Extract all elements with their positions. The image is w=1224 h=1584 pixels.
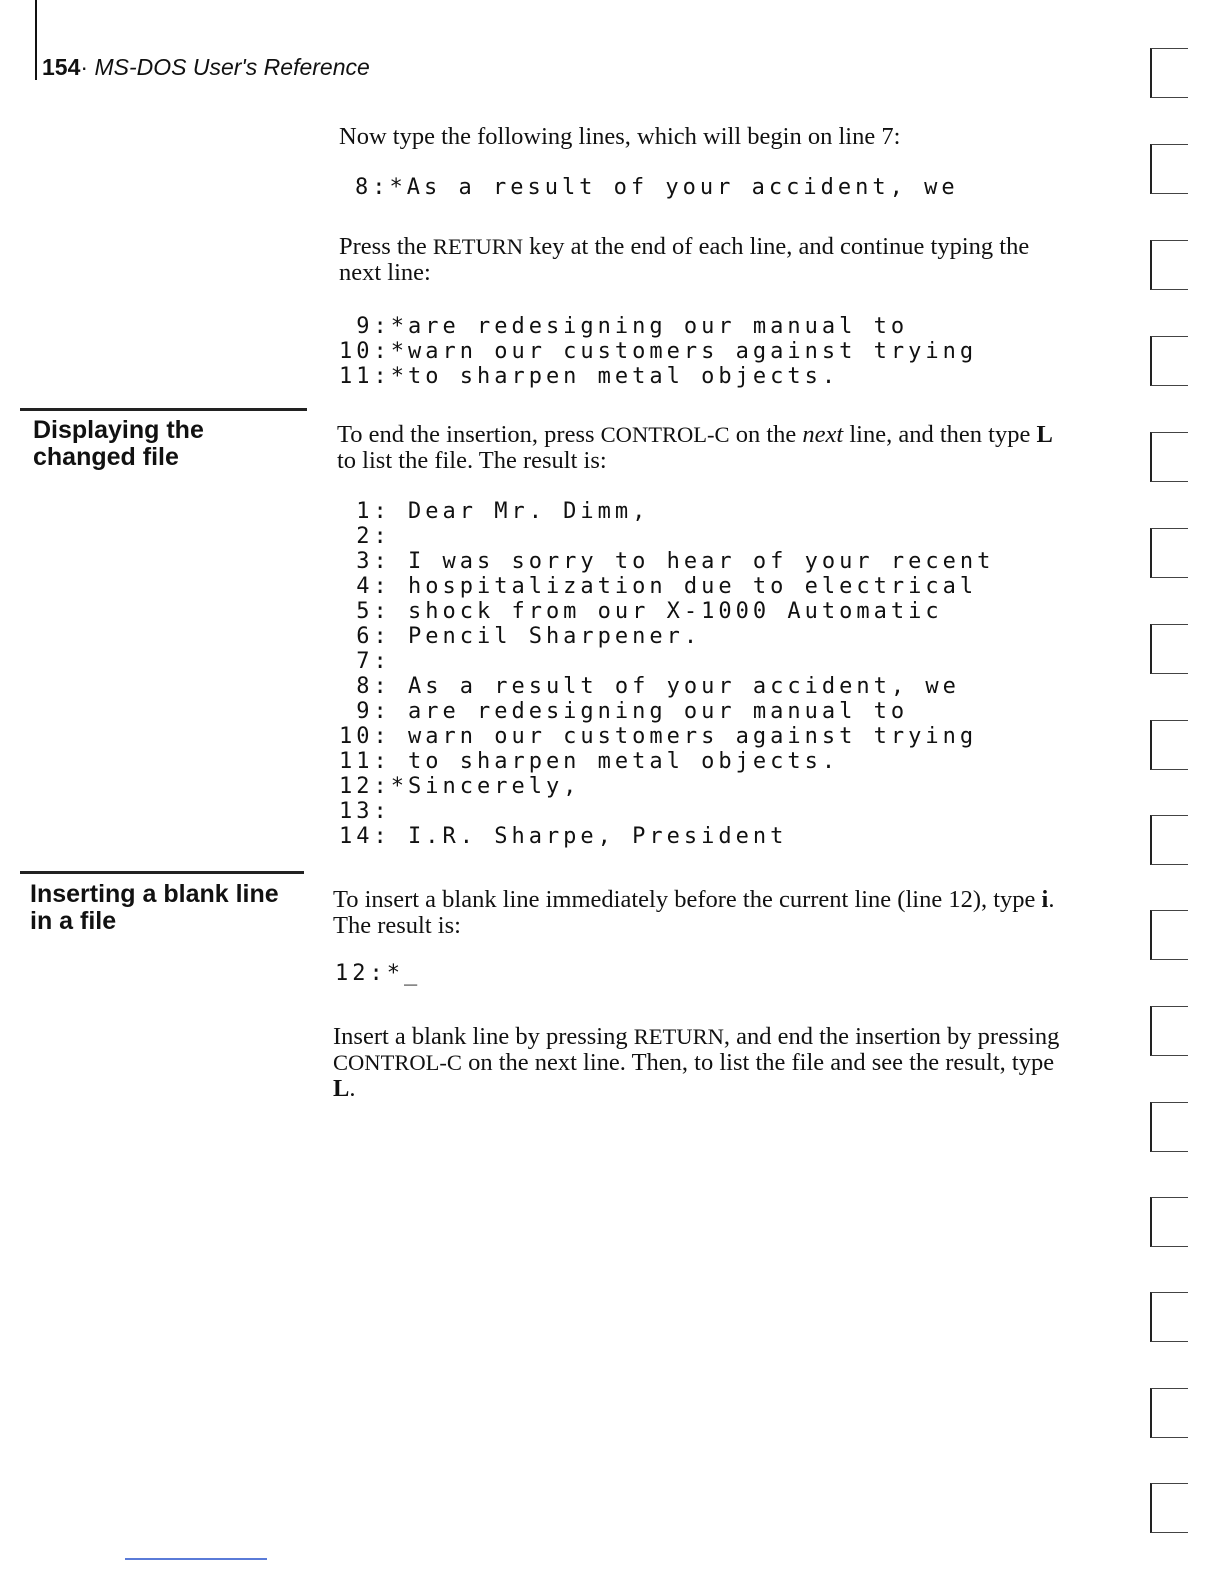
text-span: To end the insertion, press bbox=[337, 421, 601, 448]
section-rule bbox=[20, 408, 307, 411]
text-span: . bbox=[349, 1075, 356, 1102]
thumb-index-tab bbox=[1150, 48, 1188, 98]
thumb-index-tab bbox=[1150, 720, 1188, 770]
code-line-12: 12:*_ bbox=[335, 961, 422, 986]
thumb-index-tab bbox=[1150, 240, 1188, 290]
listing-line: 11: to sharpen metal objects. bbox=[339, 749, 840, 774]
section-rule bbox=[20, 871, 304, 874]
code-block-insert bbox=[339, 314, 977, 389]
text-span: on the next line. Then, to list the file and see the result, type bbox=[461, 1049, 1055, 1076]
listing-line: 7: bbox=[339, 649, 391, 674]
thumb-index-tab bbox=[1150, 1388, 1188, 1438]
return-key-name: RETURN bbox=[432, 234, 524, 259]
heading-line: Displaying the bbox=[33, 416, 204, 444]
listing-line: 8: As a result of your accident, we bbox=[339, 674, 960, 699]
text-span: key at the end of each line, and continue typing the next line: bbox=[339, 233, 1030, 286]
page-margin-rule bbox=[35, 0, 37, 80]
command-letter: i bbox=[1041, 886, 1049, 913]
text-span: , and end the insertion by pressing bbox=[723, 1023, 1060, 1050]
thumb-index-tab bbox=[1150, 528, 1188, 578]
heading-line: changed file bbox=[33, 443, 179, 471]
code-line: 11:*to sharpen metal objects. bbox=[339, 364, 840, 389]
return-key-name: RETURN bbox=[633, 1024, 724, 1049]
code-line: 9:*are redesigning our manual to bbox=[339, 314, 909, 339]
file-listing bbox=[339, 499, 994, 849]
text-span: Press the bbox=[339, 233, 433, 260]
book-title: MS-DOS User's Reference bbox=[94, 54, 370, 80]
thumb-index-tab bbox=[1150, 910, 1188, 960]
text-span: to list the file. The result is: bbox=[337, 447, 607, 474]
listing-line: 14: I.R. Sharpe, President bbox=[339, 824, 788, 849]
control-c-key-name: CONTROL-C bbox=[333, 1050, 462, 1075]
command-letter: L bbox=[333, 1075, 350, 1102]
text-span: line, and then type bbox=[843, 421, 1037, 448]
thumb-index-tab bbox=[1150, 1292, 1188, 1342]
thumb-index-tab bbox=[1150, 144, 1188, 194]
bottom-link-underline bbox=[125, 1558, 267, 1560]
thumb-index-tab bbox=[1150, 624, 1188, 674]
thumb-index-tab bbox=[1150, 815, 1188, 865]
heading-line: Inserting a blank line bbox=[30, 880, 279, 908]
listing-line: 2: bbox=[339, 524, 391, 549]
section-heading-inserting bbox=[30, 881, 279, 935]
text-span: Insert a blank line by pressing bbox=[333, 1023, 634, 1050]
code-line: 10:*warn our customers against trying bbox=[339, 339, 978, 364]
listing-line: 10: warn our customers against trying bbox=[339, 724, 978, 749]
return-paragraph bbox=[339, 234, 1069, 286]
intro-paragraph: Now type the following lines, which will begin on line 7: bbox=[339, 123, 901, 150]
command-letter: L bbox=[1036, 421, 1053, 448]
thumb-index-tab bbox=[1150, 432, 1188, 482]
thumb-index-tab bbox=[1150, 1102, 1188, 1152]
thumb-index-tab bbox=[1150, 1483, 1188, 1533]
running-header bbox=[42, 54, 370, 81]
thumb-index-tab bbox=[1150, 1006, 1188, 1056]
code-line-8: 8:*As a result of your accident, we bbox=[355, 175, 959, 200]
listing-line: 6: Pencil Sharpener. bbox=[339, 624, 702, 649]
emphasis: next bbox=[802, 421, 844, 448]
listing-line: 4: hospitalization due to electrical bbox=[339, 574, 978, 599]
listing-line: 5: shock from our X-1000 Automatic bbox=[339, 599, 943, 624]
text-span: . The result is: bbox=[333, 886, 1055, 939]
listing-line: 3: I was sorry to hear of your recent bbox=[339, 549, 995, 574]
text-span: To insert a blank line immediately before the current line (line 12), type bbox=[333, 886, 1042, 913]
listing-line: 9: are redesigning our manual to bbox=[339, 699, 909, 724]
thumb-index-tab bbox=[1150, 1197, 1188, 1247]
end-insertion-paragraph bbox=[337, 422, 1067, 474]
listing-line: 1: Dear Mr. Dimm, bbox=[339, 499, 650, 524]
text-span: on the bbox=[729, 421, 803, 448]
insert-blank-paragraph bbox=[333, 887, 1063, 939]
page-number: 154 bbox=[42, 54, 81, 80]
control-c-key-name: CONTROL-C bbox=[600, 422, 730, 447]
listing-line: 12:*Sincerely, bbox=[339, 774, 581, 799]
listing-line: 13: bbox=[339, 799, 391, 824]
thumb-index-tab bbox=[1150, 336, 1188, 386]
final-paragraph bbox=[333, 1024, 1063, 1102]
section-heading-displaying bbox=[33, 417, 204, 471]
header-dot: · bbox=[80, 54, 89, 80]
heading-line: in a file bbox=[30, 907, 117, 935]
